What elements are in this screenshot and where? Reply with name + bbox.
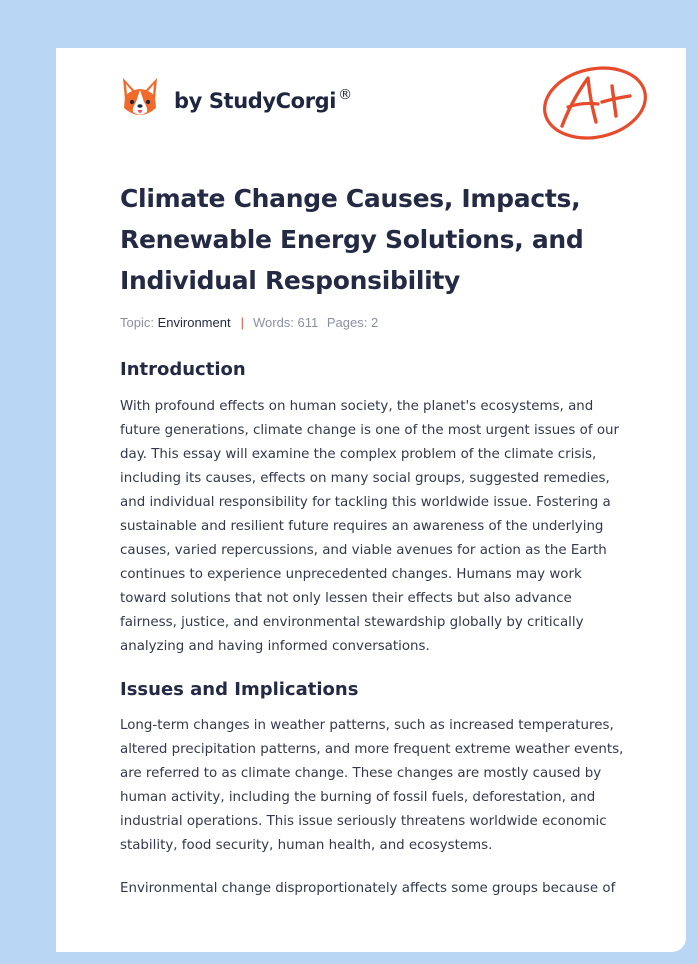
- paragraph: With profound effects on human society, the planet's ecosystems, and future generations, climate change is one of the most urgent issues of our day. This essay will examine the complex problem of the climate crisis, including its causes, effects on many social groups, suggested remedies, and individual responsibility for tackling this worldwide issue. Fostering a sustainable and resilient future requires an awareness of the underlying causes, varied repercussions, and viable avenues for action as the Earth continues to experience unprecedented changes. Humans may work toward solutions that not only lessen their effects but also advance fairness, justice, and environmental stewardship globally by critically analyzing and having informed conversations.: [120, 399, 620, 654]
- topic-label: Topic:: [120, 315, 154, 330]
- words-count: 611: [297, 315, 319, 330]
- paragraph: Long-term changes in weather patterns, such as increased temperatures, altered precipitation patterns, and more frequent extreme weather events, are referred to as climate change. These changes are mostly caused by human activity, including the burning of fossil fuels, deforestation, and industrial operations. This issue seriously threatens worldwide economic stability, food security, human health, and ecosystems.: [120, 718, 624, 853]
- article-meta: [120, 315, 630, 331]
- section-heading-introduction: Introduction: [120, 359, 246, 380]
- registered-mark: ®: [338, 87, 352, 103]
- corgi-icon: [120, 76, 160, 120]
- header: [120, 74, 660, 144]
- studycorgi-logo[interactable]: [120, 76, 352, 120]
- document-page: [56, 48, 686, 952]
- topic-link[interactable]: Environment: [157, 315, 231, 330]
- pages-label: Pages:: [326, 315, 368, 330]
- a-plus-grade-icon: [538, 60, 652, 144]
- page-title: Climate Change Causes, Impacts, Renewable Energy Solutions, and Individual Responsibility: [120, 184, 584, 295]
- article: [120, 178, 630, 901]
- meta-separator: |: [240, 315, 244, 330]
- pages-count: 2: [371, 315, 379, 330]
- brand-name: by StudyCorgi ®: [174, 87, 352, 113]
- paragraph: Environmental change disproportionately affects some groups because of: [120, 881, 616, 896]
- section-heading-issues: Issues and Implications: [120, 679, 359, 700]
- words-label: Words:: [252, 315, 294, 330]
